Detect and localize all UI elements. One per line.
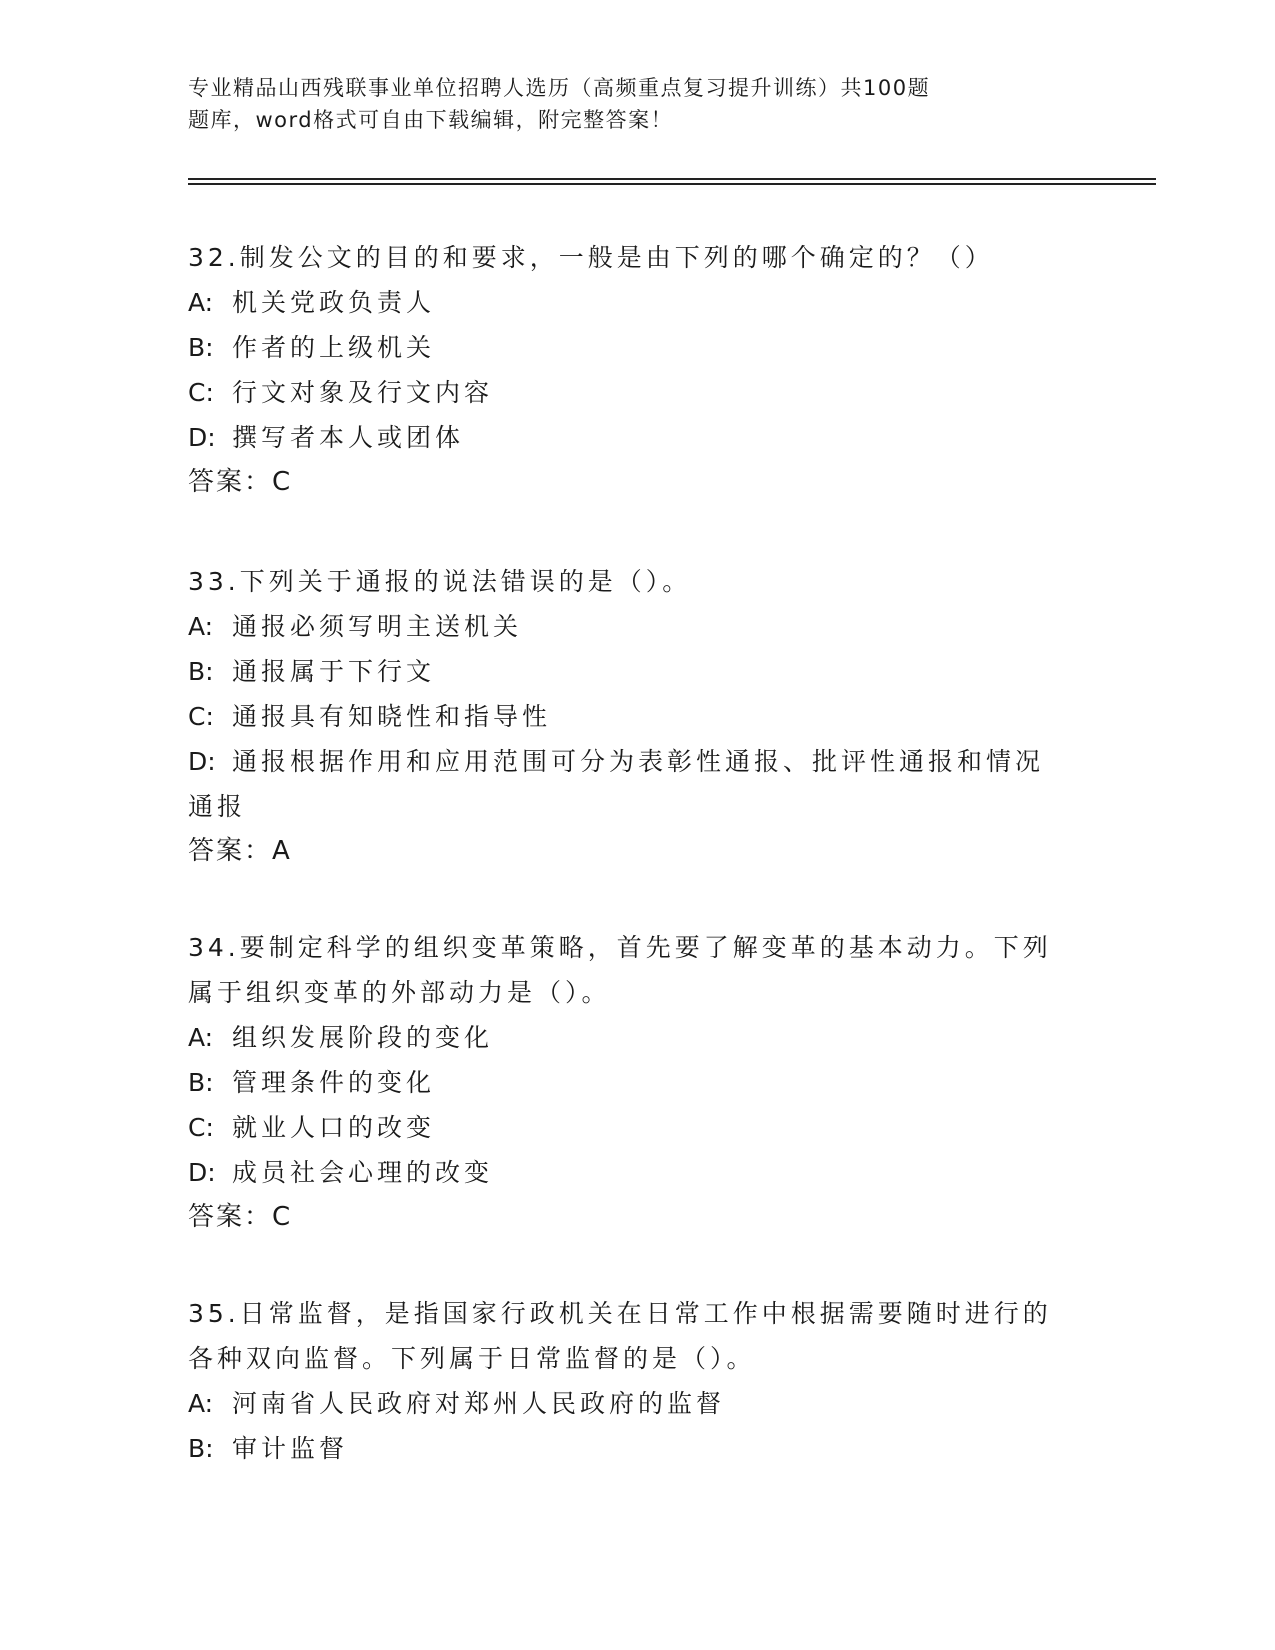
option-letter: C: <box>188 1113 214 1142</box>
answer-label: 答案：A <box>188 836 292 866</box>
option-letter: C: <box>188 378 214 407</box>
option-text: 机关党政负责人 <box>232 288 436 317</box>
option-letter: B: <box>188 1068 214 1097</box>
option-text: 撰写者本人或团体 <box>232 423 465 452</box>
option-text: 河南省人民政府对郑州人民政府的监督 <box>232 1389 726 1418</box>
header-divider-top <box>188 178 1156 180</box>
option-letter: A: <box>188 1389 214 1418</box>
option-letter: A: <box>188 1023 214 1052</box>
option-b <box>188 325 1068 370</box>
option-b <box>188 649 1068 694</box>
option-text: 通报必须写明主送机关 <box>232 612 523 641</box>
option-letter: D: <box>188 747 216 776</box>
option-d <box>188 739 1068 829</box>
header-line-1: 专业精品山西残联事业单位招聘人选历（高频重点复习提升训练）共100题 <box>188 76 931 100</box>
option-text: 通报属于下行文 <box>232 657 436 686</box>
option-text: 组织发展阶段的变化 <box>232 1023 494 1052</box>
question-34 <box>188 925 1068 1240</box>
header-divider-bottom <box>188 183 1156 185</box>
option-text: 就业人口的改变 <box>232 1113 436 1142</box>
option-letter: A: <box>188 288 214 317</box>
question-32 <box>188 235 1068 505</box>
option-text: 通报根据作用和应用范围可分为表彰性通报、批评性通报和情况通报 <box>188 747 1045 821</box>
option-c <box>188 694 1068 739</box>
option-text: 行文对象及行文内容 <box>232 378 494 407</box>
option-b <box>188 1060 1068 1105</box>
question-33 <box>188 559 1068 874</box>
option-text: 成员社会心理的改变 <box>232 1158 494 1187</box>
document-header <box>188 72 1028 136</box>
question-35 <box>188 1291 1068 1471</box>
option-letter: B: <box>188 657 214 686</box>
option-text: 作者的上级机关 <box>232 333 436 362</box>
option-d <box>188 1150 1068 1195</box>
option-letter: A: <box>188 612 214 641</box>
option-b <box>188 1426 1068 1471</box>
answer-label: 答案：C <box>188 467 293 497</box>
question-stem: 33.下列关于通报的说法错误的是（）。 <box>188 567 692 596</box>
option-text: 管理条件的变化 <box>232 1068 436 1097</box>
option-a <box>188 604 1068 649</box>
option-letter: C: <box>188 702 214 731</box>
option-c <box>188 1105 1068 1150</box>
question-stem: 35.日常监督，是指国家行政机关在日常工作中根据需要随时进行的各种双向监督。下列属于日常监督的是（）。 <box>188 1299 1052 1373</box>
option-d <box>188 415 1068 460</box>
option-letter: B: <box>188 1434 214 1463</box>
option-c <box>188 370 1068 415</box>
question-stem: 34.要制定科学的组织变革策略，首先要了解变革的基本动力。下列属于组织变革的外部动力是（）。 <box>188 933 1052 1007</box>
option-text: 通报具有知晓性和指导性 <box>232 702 552 731</box>
option-a <box>188 1381 1068 1426</box>
option-letter: D: <box>188 423 216 452</box>
question-stem: 32.制发公文的目的和要求，一般是由下列的哪个确定的？（） <box>188 243 994 272</box>
option-letter: D: <box>188 1158 216 1187</box>
option-text: 审计监督 <box>232 1434 349 1463</box>
option-letter: B: <box>188 333 214 362</box>
option-a <box>188 1015 1068 1060</box>
header-line-2: 题库，word格式可自由下载编辑，附完整答案！ <box>188 108 674 132</box>
option-a <box>188 280 1068 325</box>
answer-label: 答案：C <box>188 1202 293 1232</box>
